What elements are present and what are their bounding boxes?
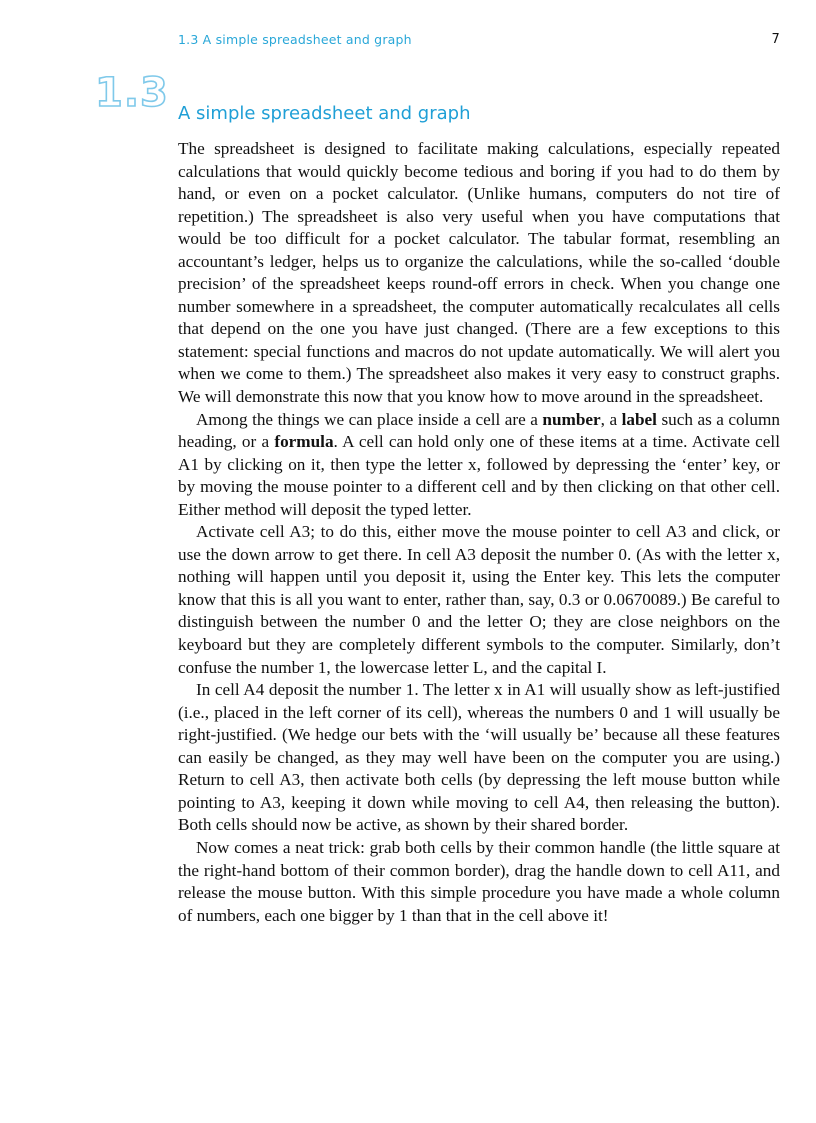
paragraph-2-text: such as a column heading, or a bbox=[178, 409, 780, 452]
paragraph-2 bbox=[178, 409, 780, 522]
paragraph-2-text: . A cell can hold only one of these items at a time. Activate cell A1 by clicking on it, then type the letter x, followed by depressing the ‘enter’ key, or by moving the mouse pointer to a different cell and by then clicking on that other cell. Either method will deposit the typed letter. bbox=[178, 432, 780, 519]
page-number: 7 bbox=[771, 32, 780, 47]
paragraph-2-text: Among the things we can place inside a cell are a bbox=[196, 409, 543, 429]
running-title: 1.3 A simple spreadsheet and graph bbox=[178, 32, 412, 47]
term-number: number bbox=[542, 409, 601, 429]
paragraph-3: Activate cell A3; to do this, either move the mouse pointer to cell A3 and click, or use the down arrow to get there. In cell A3 deposit the number 0. (As with the letter x, nothing will happen until you deposit it, using the Enter key. This lets the computer know that this is all you want to enter, rather than, say, 0.3 or 0.0670089.) Be careful to distinguish between the number 0 and the letter O; they are close neighbors on the keyboard but they are completely different symbols to the computer. Similarly, don’t confuse the number 1, the lowercase letter L, and the capital I. bbox=[178, 522, 780, 677]
paragraph-1: The spreadsheet is designed to facilitate making calculations, especially repeated calculations that would quickly become tedious and boring if you had to do them by hand, or even on a pocket calculator. (Unlike humans, computers do not tire of repetition.) The spreadsheet is also very useful when you have computations that would be too difficult for a pocket calculator. The tabular format, resembling an accountant’s ledger, helps us to organize the calculations, while the so-called ‘double precision’ of the spreadsheet keeps round-off errors in check. When you change one number somewhere in a spreadsheet, the computer automatically recalculates all cells that depend on the one you have just changed. (There are a few exceptions to this statement: special functions and macros do not update automatically. We will alert you when we come to them.) The spreadsheet also makes it very easy to construct graphs. We will demonstrate this now that you know how to move around in the spreadsheet. bbox=[178, 139, 780, 407]
section-number: 1.3 bbox=[95, 70, 169, 116]
term-formula: formula bbox=[274, 432, 334, 452]
paragraph-4: In cell A4 deposit the number 1. The letter x in A1 will usually show as left-justified (i.e., placed in the left corner of its cell), whereas the numbers 0 and 1 will usually be right-justified. (We hedge our bets with the ‘will usually be’ because all these features can easily be changed, as they may well have been on the computer you are using.) Return to cell A3, then activate both cells (by depressing the left mouse button while pointing to A3, keeping it down while moving to cell A4, then releasing the button). Both cells should now be active, as shown by their shared border. bbox=[178, 680, 780, 835]
paragraph-5: Now comes a neat trick: grab both cells by their common handle (the little square at the right-hand bottom of their common border), drag the handle down to cell A11, and release the mouse button. With this simple procedure you have made a whole column of numbers, each one bigger by 1 than that in the cell above it! bbox=[178, 837, 780, 925]
body-text bbox=[178, 138, 780, 927]
running-head bbox=[178, 32, 780, 52]
section-title: A simple spreadsheet and graph bbox=[178, 103, 471, 124]
term-label: label bbox=[621, 409, 657, 429]
paragraph-2-text: , a bbox=[600, 409, 622, 429]
